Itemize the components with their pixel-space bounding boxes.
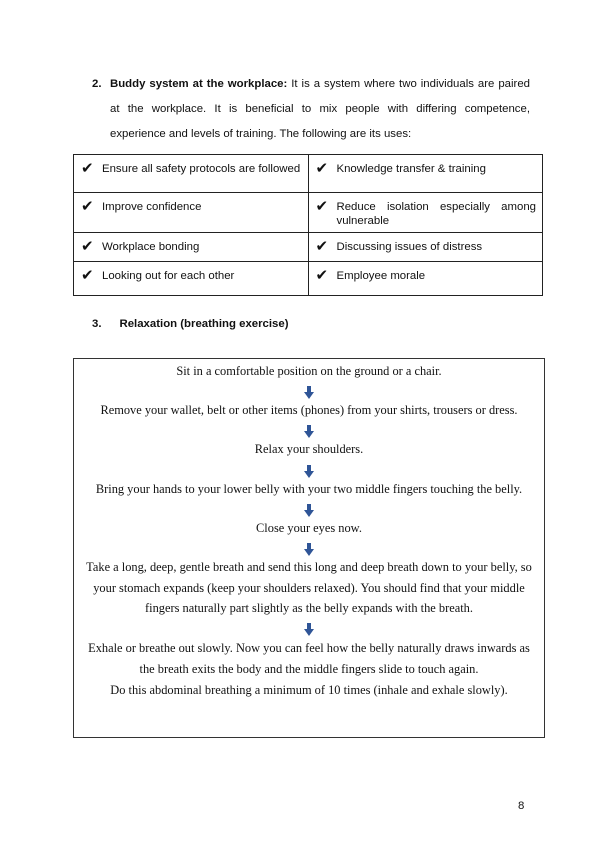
checkmark-icon: ✔ (81, 159, 94, 177)
table-cell (308, 193, 543, 233)
checkmark-icon: ✔ (315, 197, 329, 215)
step-text: Close your eyes now. (256, 521, 362, 535)
table-row (74, 155, 543, 193)
table-cell (308, 262, 543, 296)
section-2-number: 2. (92, 78, 102, 90)
table-cell (74, 233, 309, 262)
table-row (74, 193, 543, 233)
table-row (74, 262, 543, 296)
step-text: Sit in a comfortable position on the ground or a chair. (176, 364, 442, 378)
table-cell (74, 262, 309, 296)
use-item: Employee morale (336, 270, 426, 282)
arrow-down-icon (74, 623, 544, 636)
arrow-down-icon (74, 425, 544, 438)
step-text: Take a long, deep, gentle breath and send this long and deep breath down to your belly, so your stomach expands (keep your shoulders relaxed). You should find that your middle fingers naturally part slightly as the belly expands with the breath. (86, 560, 532, 615)
section-2-paragraph (92, 72, 530, 147)
checkmark-icon: ✔ (81, 237, 94, 255)
section-2-heading: Buddy system at the workplace: (110, 78, 288, 90)
use-item: Looking out for each other (102, 270, 235, 282)
checkmark-icon: ✔ (315, 237, 329, 255)
use-item: Knowledge transfer & training (336, 163, 486, 175)
use-item: Discussing issues of distress (336, 241, 483, 253)
page-number: 8 (518, 800, 525, 812)
table-row (74, 233, 543, 262)
use-item: Ensure all safety protocols are followed (102, 163, 301, 175)
checkmark-icon: ✔ (81, 197, 94, 215)
step-text: Remove your wallet, belt or other items (phones) from your shirts, trousers or dress. (100, 403, 518, 417)
checkmark-icon: ✔ (315, 159, 329, 177)
checkmark-icon: ✔ (81, 266, 94, 284)
arrow-down-icon (74, 465, 544, 478)
buddy-system-uses-table (73, 154, 543, 296)
breathing-steps-box (73, 358, 545, 738)
step-text: Bring your hands to your lower belly with your two middle fingers touching the belly. (95, 482, 523, 496)
closing-instruction: Do this abdominal breathing a minimum of 10 times (inhale and exhale slowly). (110, 683, 508, 697)
step-text: Relax your shoulders. (254, 442, 364, 456)
use-item: Workplace bonding (102, 241, 200, 253)
section-2-text: It is a system where two individuals are paired at the workplace. It is beneficial to mix people with differing competence, experience and levels of training. The following are its uses: (110, 78, 530, 140)
step-text: Exhale or breathe out slowly. Now you can feel how the belly naturally draws inwards as the breath exits the body and the middle fingers slide to touch again. (88, 641, 530, 676)
arrow-down-icon (74, 386, 544, 399)
section-3-number: 3. (92, 318, 102, 330)
table-cell (74, 155, 309, 193)
use-item: Improve confidence (102, 201, 202, 213)
table-cell (308, 155, 543, 193)
section-2-body (110, 72, 530, 147)
arrow-down-icon (74, 504, 544, 517)
checkmark-icon: ✔ (315, 266, 329, 284)
use-item: Reduce isolation especially among vulnerable (336, 201, 536, 227)
table-cell (308, 233, 543, 262)
section-3-heading (92, 318, 289, 330)
table-cell (74, 193, 309, 233)
arrow-down-icon (74, 543, 544, 556)
section-3-title: Relaxation (breathing exercise) (119, 318, 289, 330)
